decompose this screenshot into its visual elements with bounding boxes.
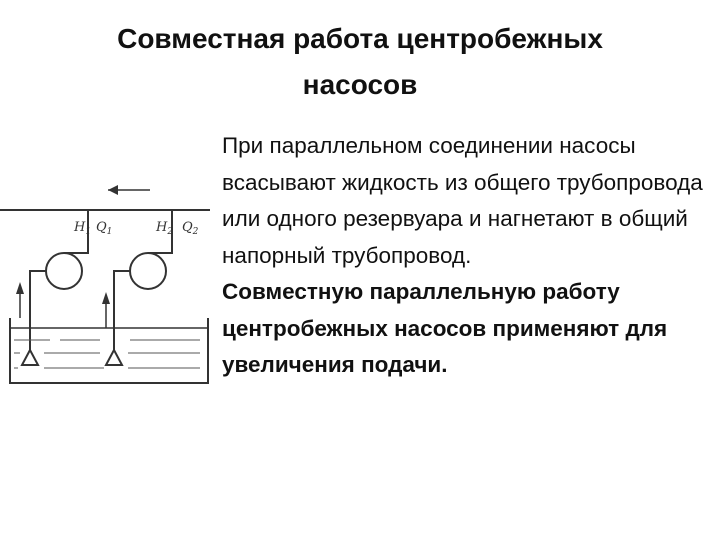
pump-1-suction-line xyxy=(30,271,46,350)
pump-2-suction-line xyxy=(114,271,130,350)
body-regular: При параллельном соединении насосы всасывают жидкость из общего трубопровода или одного резервуара и нагнетают в общий напорный трубопровод. xyxy=(222,133,703,268)
title-line-2: насосов xyxy=(302,69,418,100)
foot-valve-2 xyxy=(106,350,122,365)
label-q1: $Q_1$ xyxy=(96,220,113,237)
title-line-1: Совместная работа центробежных xyxy=(117,23,603,54)
label-h2: $H_2$ xyxy=(156,220,174,237)
body-bold: Совместную параллельную работу центробежных насосов применяют для увеличения подачи. xyxy=(222,279,668,377)
pump-2 xyxy=(130,253,166,289)
flow-arrow-head xyxy=(108,185,118,195)
label-h1: $H_1$ xyxy=(74,220,92,237)
pump-1 xyxy=(46,253,82,289)
foot-valve-1 xyxy=(22,350,38,365)
body-text xyxy=(222,128,712,384)
label-q2: $Q_2$ xyxy=(182,220,199,237)
parallel-pumps-diagram xyxy=(0,168,212,390)
slide-title xyxy=(0,16,720,108)
